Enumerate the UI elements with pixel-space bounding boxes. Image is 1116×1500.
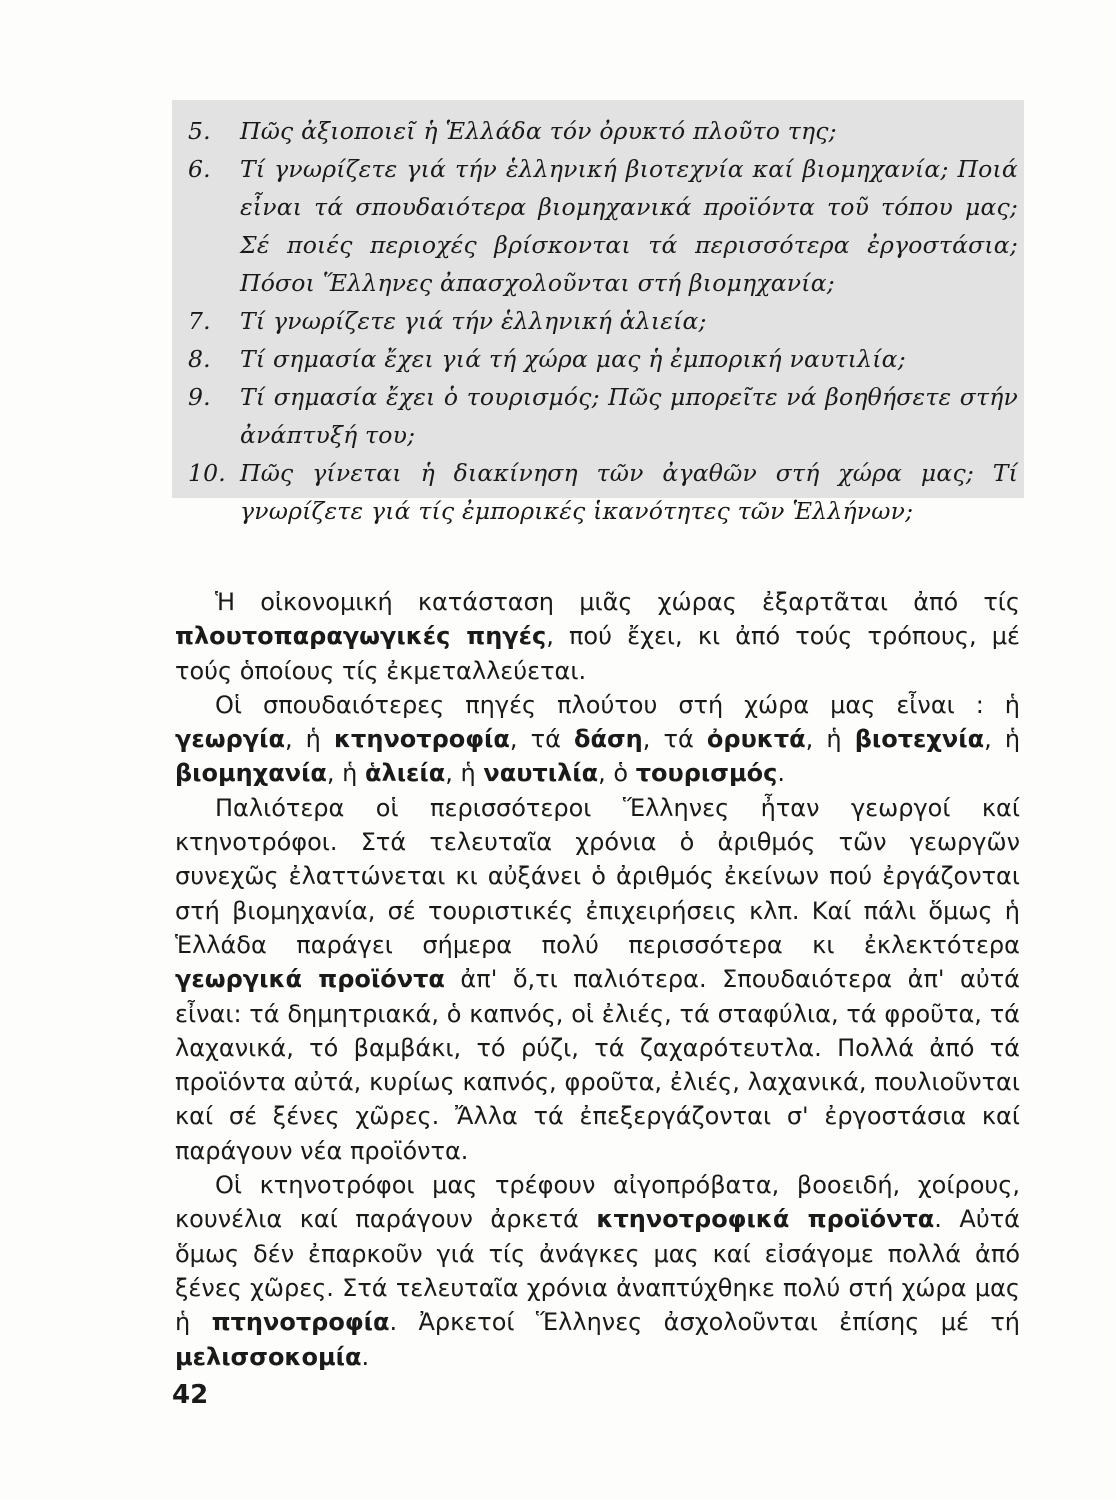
paragraph-livestock	[175, 1168, 1020, 1374]
question-item	[188, 340, 1018, 378]
text-run: , τά	[642, 725, 707, 754]
text-run: .	[361, 1342, 370, 1371]
bold-term: πτηνοτροφία	[211, 1308, 390, 1337]
question-item	[188, 150, 1018, 302]
paragraph-agriculture	[175, 791, 1020, 1168]
text-run: , πού ἔχει, κι ἀπό τούς τρόπους, μέ τούς ὁποίους τίς ἐκμεταλλεύεται.	[175, 622, 1020, 685]
question-number: 6.	[188, 155, 211, 183]
question-number: 5.	[188, 117, 211, 145]
question-text: Τί σημασία ἔχει ὁ τουρισμός; Πῶς μπορεῖτε νά βοηθήσετε στήν ἀνάπτυξή του;	[240, 383, 1018, 449]
question-text: Τί σημασία ἔχει γιά τή χώρα μας ἡ ἐμπορική ναυτιλία;	[240, 345, 906, 373]
bold-term: ὀρυκτά	[706, 725, 806, 754]
bold-term: τουρισμός	[635, 759, 778, 788]
text-run: ἀπ' ὅ,τι παλιότερα. Σπουδαιότερα ἀπ' αὐτά εἶναι: τά δημητριακά, ὁ καπνός, οἱ ἐλιές, τά σταφύλια, τά φροῦτα, τά λαχανικά, τό βαμβάκι, τό ρύζι, τά ζαχαρότευτλα. Πολλά ἀπό τά προϊόντα αὐτά, κυρίως καπνός, φροῦτα, ἐλιές, λαχανικά, πουλιοῦνται καί σέ ξένες χῶρες. Ἄλλα τά ἐπεξεργάζονται σ' ἐργοστάσια καί παράγουν νέα προϊόντα.	[175, 965, 1021, 1165]
question-item	[188, 302, 1018, 340]
text-run: Ἡ οἰκονομική κατάσταση μιᾶς χώρας ἐξαρτᾶται ἀπό τίς	[215, 588, 1020, 616]
question-list	[188, 112, 1018, 530]
bold-term: βιομηχανία	[175, 759, 327, 788]
text-run: , τά	[509, 725, 575, 754]
text-run: , ἡ	[326, 759, 366, 788]
question-number: 9.	[188, 383, 211, 411]
question-number: 7.	[188, 307, 211, 335]
bold-term: δάση	[574, 725, 643, 754]
question-item	[188, 454, 1018, 530]
question-item	[188, 378, 1018, 454]
bold-term: γεωργία	[175, 725, 285, 754]
bold-term: μελισσοκομία	[175, 1342, 362, 1371]
bold-term: κτηνοτροφικά προϊόντα	[596, 1205, 935, 1234]
text-run: . Ἀρκετοί Ἕλληνες ἀσχολοῦνται ἐπίσης μέ τή	[389, 1308, 1021, 1337]
text-run: , ὁ	[598, 759, 636, 788]
bold-term: ἁλιεία	[365, 759, 446, 788]
paragraph-sources	[175, 688, 1020, 791]
text-run: , ἡ	[445, 759, 484, 788]
question-text: Πῶς ἀξιοποιεῖ ἡ Ἑλλάδα τόν ὀρυκτό πλοῦτο της;	[240, 117, 837, 145]
question-text: Τί γνωρίζετε γιά τήν ἑλληνική ἁλιεία;	[240, 307, 707, 335]
paragraph-economy	[175, 585, 1020, 688]
question-item	[188, 112, 1018, 150]
text-run: Παλιότερα οἱ περισσότεροι Ἕλληνες ἦταν γεωργοί καί κτηνοτρόφοι. Στά τελευταῖα χρόνια ὁ ἀριθμός τῶν γεωργῶν συνεχῶς ἐλαττώνεται κι αὐξάνει ὁ ἀριθμός ἐκείνων πού ἐργάζονται στή βιομηχανία, σέ τουριστικές ἐπιχειρήσεις κλπ. Καί πάλι ὅμως ἡ Ἑλλάδα παράγει σήμερα πολύ περισσότερα κι ἐκλεκτότερα	[175, 793, 1020, 959]
bold-term: βιοτεχνία	[854, 725, 985, 754]
text-run: Οἱ κτηνοτρόφοι μας τρέφουν αἰγοπρόβατα, βοοειδή, χοίρους, κουνέλια καί παράγουν ἀρκετά	[175, 1171, 1020, 1234]
text-run: , ἡ	[984, 725, 1021, 754]
text-run: .	[777, 759, 785, 788]
question-text: Τί γνωρίζετε γιά τήν ἑλληνική βιοτεχνία καί βιομηχανία; Ποιά εἶναι τά σπουδαιότερα βιομηχανικά προϊόντα τοῦ τόπου μας; Σέ ποιές περιοχές βρίσκονται τά περισσότερα ἐργοστάσια; Πόσοι Ἕλληνες ἀπασχολοῦνται στή βιομηχανία;	[240, 155, 1018, 297]
bold-term: ναυτιλία	[483, 759, 599, 788]
bold-term: κτηνοτροφία	[334, 725, 510, 754]
question-text: Πῶς γίνεται ἡ διακίνηση τῶν ἀγαθῶν στή χώρα μας; Τί γνωρίζετε γιά τίς ἐμπορικές ἱκανότητες τῶν Ἑλλήνων;	[240, 459, 1018, 525]
body-text	[175, 585, 1020, 1374]
text-run: Οἱ σπουδαιότερες πηγές πλούτου στή χώρα μας εἶναι : ἡ	[215, 690, 1020, 719]
question-number: 8.	[188, 345, 211, 373]
page-number: 42	[172, 1380, 209, 1410]
bold-term: πλουτοπαραγωγικές πηγές	[175, 622, 547, 651]
bold-term: γεωργικά προϊόντα	[175, 965, 445, 994]
question-number: 10.	[188, 459, 226, 487]
text-run: , ἡ	[284, 725, 334, 754]
text-run: . Αὐτά ὅμως δέν ἐπαρκοῦν γιά τίς ἀνάγκες μας καί εἰσάγομε πολλά ἀπό ξένες χῶρες. Στά τελευταῖα χρόνια ἀναπτύχθηκε πολύ στή χώρα μας ἡ	[175, 1205, 1020, 1337]
text-run: , ἡ	[805, 725, 855, 754]
